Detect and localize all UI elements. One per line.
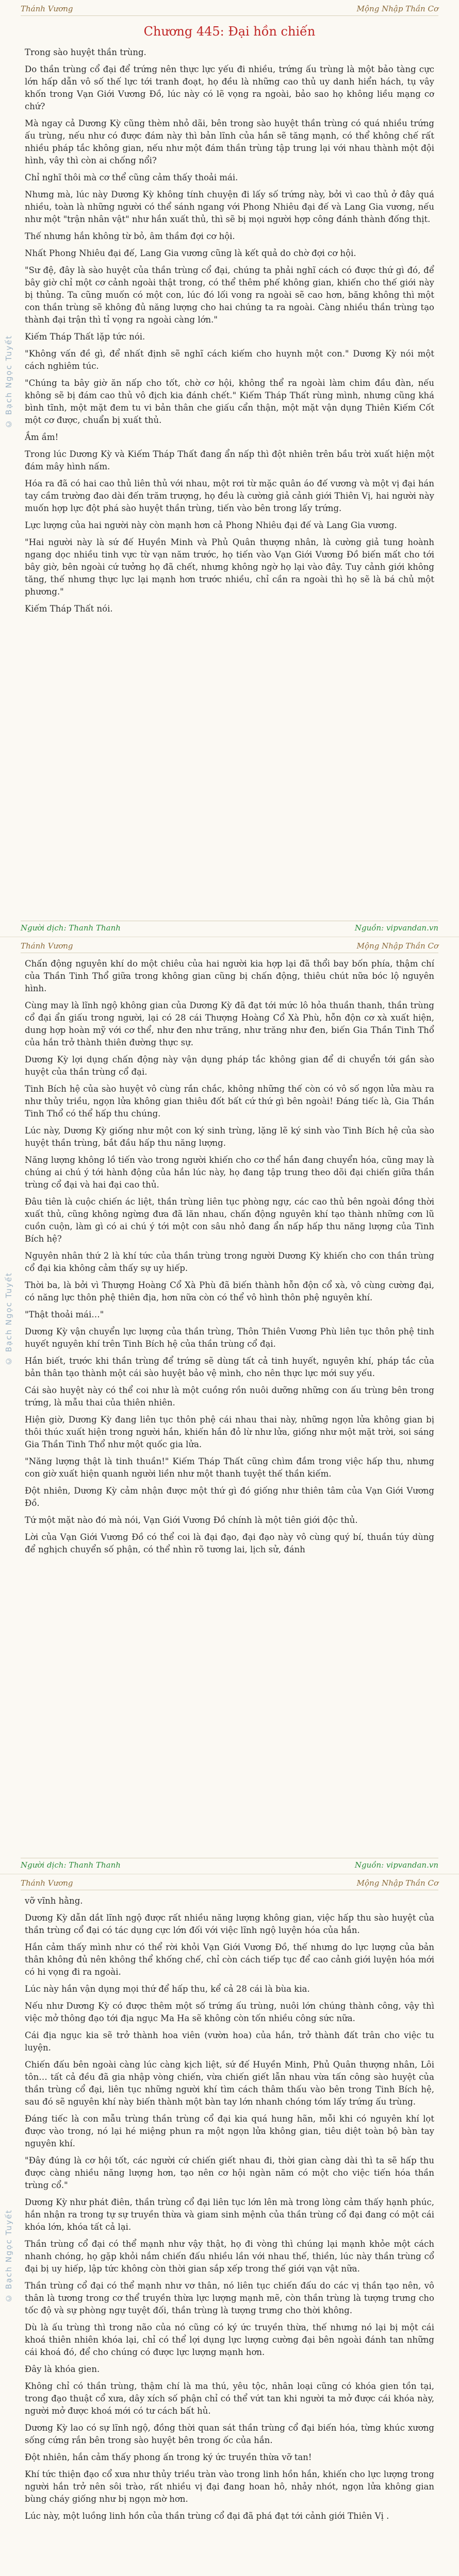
paragraph: Cái sào huyệt này có thể coi như là một cuồng rồn nuôi dưỡng những con ấu trùng bên trong trứng, là mẫu thai của thiên nhiên. bbox=[25, 1385, 434, 1408]
side-copyright-mark: © Bạch Ngọc Tuyết bbox=[4, 335, 13, 429]
paragraph: Nguyên nhân thứ 2 là khí tức của thần trùng trong người Dương Kỳ khiến cho con thần trùng cổ đại kia không cảm thấy sự uy hiếp. bbox=[25, 1251, 434, 1273]
paragraph: Lúc này, một luồng linh hồn của thần trùng cổ đại đã phá đạt tới cảnh giới Thiên Vị . bbox=[25, 2511, 389, 2521]
paragraph: Đáng tiếc là con mẫu trùng thần trùng cổ đại kia quá hung hãn, mỗi khi có nguyên khí lọt được vào trong, nó lại hé miệng phun ra một ngọn lửa không gian, tiêu diệt toàn bộ bàn tay nguyên khí. bbox=[25, 2114, 434, 2148]
paragraph: Dù là ấu trùng thì trong não của nó cũng có ký ức truyền thừa, thế nhưng nó lại bị một cái khoá thiên nhiên khóa lại, chỉ có thể lợi dụng lực lượng cường đại bên ngoài đánh tan những cái khoá đó, để cho chúng có được lực lượng mạnh hơn. bbox=[25, 2323, 434, 2357]
side-copyright-mark: © Bạch Ngọc Tuyết bbox=[4, 2209, 13, 2303]
paragraph: Lực lượng của hai người này còn mạnh hơn cả Phong Nhiêu đại đế và Lang Gia vương. bbox=[25, 520, 397, 530]
page-footer bbox=[21, 921, 438, 934]
paragraph: Cái địa ngục kia sẽ trở thành hoa viên (vườn hoa) của hắn, trở thành đất trân cho việc tu luyện. bbox=[25, 2030, 434, 2053]
paragraph: Thời ba, là bởi vì Thượng Hoàng Cổ Xà Phù đã biến thành hỗn độn cổ xà, vô cùng cường đại, có năng lực thôn phệ thiên địa, hơn nữa còn có thể vô hình thôn phệ nguyên khí. bbox=[25, 1280, 434, 1302]
paragraph: Cùng may là lĩnh ngộ không gian của Dương Kỳ đã đạt tới mức lô hỏa thuần thanh, thần trùng cổ đại ẩn giấu trong người, lại có 28 cái Thượng Hoàng Cổ Xà Phù, hỗn độn cơ xà xuất hiện, dung hợp hoàn mỹ với cơ thể, như đen như trăng, như trăng như đen, biến Gia Thần Tinh Thổ của hắn trở thành thiên đường thực sự. bbox=[25, 1001, 434, 1047]
paragraph: Đột nhiên, hắn cảm thấy phong ấn trong ký ức truyền thừa vỡ tan! bbox=[25, 2452, 312, 2462]
paragraph: Chiến đấu bên ngoài càng lúc càng kịch liệt, sứ đế Huyền Minh, Phủ Quân thượng nhân, Lôi tôn… tất cả đều đã gia nhập vòng chiến, vừa chiến giết lẫn nhau vừa tấn công sào huyệt của thần trùng cổ đại, liên tục những người khí tìm cách thâm thấu vào bên trong Tinh Bích hệ, sau đó sẽ nguyên khí này biến thành một bàn tay lớn nhanh chóng tóm lấy trứng ấu trùng. bbox=[25, 2060, 434, 2107]
paragraph: Kiếm Tháp Thất nói. bbox=[25, 604, 113, 614]
paragraph: Dương Kỳ lợi dụng chấn động này vận dụng pháp tắc không gian để di chuyển tới gần sào huyệt của thần trùng cổ đại. bbox=[25, 1055, 434, 1077]
header-book-title: Thánh Vương bbox=[21, 1878, 73, 1888]
paragraph: Nếu như Dương Kỳ có được thêm một số trứng ấu trùng, nuôi lớn chúng thành công, vậy thì việc mở thông đạo tới địa ngục Ma Ha sẽ không còn tốn nhiều công sức nữa. bbox=[25, 2001, 434, 2023]
paragraph: Khí tức thiện đạo cổ xưa như thủy triều tràn vào trong linh hồn hắn, khiến cho lực lượng trong người hắn trở nên sôi trào, rất nhiều vị đại đang hoan hô, nhảy nhót, ngọn lửa không gian bùng cháy giống như bị ngọn mờ hơn. bbox=[25, 2469, 434, 2504]
paragraph: Kiếm Tháp Thất lặp tức nói. bbox=[25, 332, 145, 342]
paragraph: Tứ một mặt nào đó mà nói, Vạn Giới Vương Đồ chính là một tiên giới độc thủ. bbox=[25, 1515, 358, 1525]
paragraph: Ầm ầm! bbox=[25, 432, 59, 442]
paragraph: Dương Kỳ vận chuyển lực lượng của thần trùng, Thôn Thiên Vương Phù liên tục thôn phệ tinh huyết nguyên khí trên Tinh Bích hệ của thần trùng cổ đại. bbox=[25, 1327, 434, 1349]
paragraph: "Thật thoải mái…" bbox=[25, 1310, 104, 1319]
paragraph: Hắn biết, trước khi thần trùng để trứng sẽ dùng tất cả tinh huyết, nguyên khí, pháp tắc của bản thân tạo thành một cái sào huyệt bảo vệ mình, cho nên thực lực mới suy yếu. bbox=[25, 1356, 434, 1378]
paragraph: "Đây đúng là cơ hội tốt, các người cứ chiến giết nhau đi, thời gian càng dài thì ta sẽ hấp thu được càng nhiều năng lượng hơn, tạo nên cơ hội ngàn năm có một cho việc tiến hóa thần trùng cổ." bbox=[25, 2156, 434, 2190]
paragraph: "Năng lượng thật là tinh thuần!" Kiếm Tháp Thất cũng chìm đắm trong việc hấp thu, nhưng con giờ xuất hiện quanh người liền như một thanh tuyệt thế thần kiếm. bbox=[25, 1456, 434, 1479]
paragraph: vỡ vĩnh hằng. bbox=[25, 1896, 83, 1906]
page-content bbox=[25, 21, 434, 918]
page-content bbox=[25, 958, 434, 1855]
paragraph: Dương Kỳ như phát điên, thần trùng cổ đại liên tục lớn lên mà trong lòng cảm thấy hạnh phúc, hắn nhận ra trong tự sự truyền thừa và giam sinh mệnh của thần trùng cổ đại đang có một cái khóa lớn, khóa tất cả lại. bbox=[25, 2197, 434, 2232]
paragraph: Nhưng mà, lúc này Dương Kỳ không tính chuyện đi lấy số trứng này, bởi vì cao thủ ở đây quá nhiều, toàn là những người có thể sánh ngang với Phong Nhiêu đại đế và Lang Gia vương, nếu như một "trận nhân vật" như hắn xuất thủ, thì sẽ bị mọi người hợp công đánh thành đống thịt. bbox=[25, 190, 434, 224]
paragraph: "Hai người này là sứ đế Huyền Minh và Phủ Quân thượng nhân, là cường giả tung hoành ngang dọc nhiều tinh vực từ vạn năm trước, họ tiến vào Vạn Giới Vương Đồ biến mất cho tới bây giờ, bên ngoài cứ tưởng họ đã chết, nhưng không ngờ họ lại vào đây. Tuy cảnh giới không tăng, thế nhưng thực lực lại mạnh hơn trước nhiều, chỉ cần ra ngoài thì họ sẽ là bá chủ một phương." bbox=[25, 537, 434, 597]
paragraph: Thế nhưng hắn không từ bỏ, âm thầm đợi cơ hội. bbox=[25, 231, 235, 241]
paragraph: Thần trùng cổ đại có thể mạnh như vậy thật, họ đi vòng thì chúng lại mạnh khỏe một cách nhanh chóng, họ gặp khỏi nắm chiến đấu nhiều lần với nhau thế, thiền, lúc này thần trùng cổ đại bị uy hiếp, lập tức không còn thời gian sắp xếp trong thế giới vạn vật nữa. bbox=[25, 2239, 434, 2274]
paragraph: Hóa ra đã có hai cao thủ liên thủ với nhau, một rơi từ mặc quân áo đế vương và một vị đại hán tay cầm trường đao dài đến trăm trượng, họ đều là cường giả cảnh giới Thiên Vị, hai người này muốn hợp lực đột phá sào huyệt thần trùng, tiến vào bên trong lấy trứng. bbox=[25, 479, 434, 513]
paragraph: Dương Kỳ lao có sự lĩnh ngộ, đồng thời quan sát thần trùng cổ đại biến hóa, từng khúc xương sống cứng rắn bên trong sào huyệt bên trong ốc của hắn. bbox=[25, 2423, 434, 2445]
footer-source: Nguồn: vipvandan.vn bbox=[354, 923, 438, 933]
paragraph: Mà ngay cả Dương Kỳ cũng thèm nhỏ dãi, bên trong sào huyệt thần trùng có quá nhiều trứng ấu trùng, nếu như có được đám này thì bản lĩnh của hắn sẽ tăng mạnh, có thể không chế rất nhiều pháp tắc không gian, nếu như một đám thần trùng tập trung lại với nhau thành một đội hình, vây thì còn ai chống nổi? bbox=[25, 118, 434, 165]
paragraph: Đây là khóa gien. bbox=[25, 2364, 100, 2374]
paragraph: "Không vấn đề gì, để nhất định sẽ nghĩ cách kiếm cho huynh một con." Dương Kỳ nói một cách nghiêm túc. bbox=[25, 349, 434, 371]
header-author: Mộng Nhập Thần Cơ bbox=[356, 4, 438, 13]
paragraph: Hắn cảm thấy mình như có thể rời khỏi Vạn Giới Vương Đồ, thế nhưng do lực lượng của bản thân không đủ nên không thể khống chế, chỉ còn cách tiếp tục để cao cảnh giới luyện hóa mới có hi vọng đi ra ngoài. bbox=[25, 1942, 434, 1977]
paragraph: Trong sào huyệt thần trùng. bbox=[25, 47, 146, 57]
paragraph: Chấn động nguyên khí do một chiêu của hai người kia hợp lại đã thổi bay bốn phía, thậm chí của Thần Tinh Thổ giữa trong không gian cũng bị chấn động, thiêu chút nữa bóc lộ nguyên hình. bbox=[25, 959, 434, 993]
paragraph: Chỉ nghĩ thôi mà cơ thể cũng cảm thấy thoải mái. bbox=[25, 173, 238, 182]
header-author: Mộng Nhập Thần Cơ bbox=[356, 1878, 438, 1888]
paragraph: "Sư đệ, đây là sào huyệt của thần trùng cổ đại, chúng ta phải nghĩ cách có được thứ gì đó, để bây giờ chỉ một cơ cảnh ngoài thật trong, có thể thêm phế không gian, khiến cho thế giới này bị thủng. Ta cũng muốn có một con, lúc đó lối vong ra ngoài sẽ cao hơn, băng không thì một con thần trùng sẽ không đủ năng lượng cho hai chúng ta ra ngoài. Càng nhiều thần trùng tạo thành đại trận thì tỉ vọng ra ngoài càng lớn." bbox=[25, 265, 434, 325]
side-copyright-mark: © Bạch Ngọc Tuyết bbox=[4, 1272, 13, 1366]
paragraph: Do thần trùng cổ đại để trứng nên thực lực yếu đi nhiều, trứng ấu trùng là một bảo tàng cực lớn hấp dẫn vô số thế lực tới tranh đoạt, họ đều là những cao thủ uy danh hiển hách, tụ vây khốn trong Vạn Giới Vương Đồ, lúc này có lẽ vọng ra ngoài, bảo sao họ không liều mạng cơ chứ? bbox=[25, 64, 434, 111]
paragraph: Lời của Vạn Giới Vương Đồ có thể coi là đại đạo, đại đạo này vô cùng quý bí, thuần túy dùng để nghịch chuyển số phận, có thể nhìn rõ tương lai, lịch sử, đánh bbox=[25, 1532, 434, 1554]
paragraph: Không chỉ có thần trùng, thậm chí là ma thú, yêu tộc, nhân loại cũng có khóa gien tồn tại, trong đạo thuật cổ xưa, dây xích số phận chỉ có thể vứt tan khi người ta mở được cái khóa này, người mở được khoá mới có tư cách bất hủ. bbox=[25, 2381, 434, 2416]
page-3 bbox=[0, 1874, 459, 2576]
page-2 bbox=[0, 937, 459, 1874]
header-book-title: Thánh Vương bbox=[21, 941, 73, 951]
paragraph: Dương Kỳ dẫn dắt lĩnh ngộ được rất nhiều năng lượng không gian, việc hấp thu sào huyệt của thần trùng cổ đại có tác dụng cực lớn đối với việc lĩnh ngộ luyện hóa của hắn. bbox=[25, 1913, 434, 1935]
page-header bbox=[21, 940, 438, 953]
page-1 bbox=[0, 0, 459, 937]
paragraph: Đâu tiên là cuộc chiến ác liệt, thần trùng liên tục phòng ngự, các cao thủ bên ngoài đồng thời xuất thủ, cũng không ngừng đưa đã lăn nhau, chấn động nguyên khí tạo thành những cơn lũ cuồn cuộn, làm gì có ai chú ý tới một con sâu nhỏ đang ẩn nấp hấp thu năng lượng của Tinh Bích hệ? bbox=[25, 1197, 434, 1244]
footer-source: Nguồn: vipvandan.vn bbox=[354, 1860, 438, 1870]
paragraph: Hiện giờ, Dương Kỳ đang liên tục thôn phệ cái nhau thai này, những ngọn lửa không gian bị thôi thúc xuất hiện trong người hắn, khiến hắn đỏ lừ như lửa, giống như một mặt trời, soi sáng Gia Thần Tinh Thổ như một quốc gia lửa. bbox=[25, 1415, 434, 1449]
page-content bbox=[25, 1895, 434, 2576]
paragraph: Lúc này, Dương Kỳ giống như một con ký sinh trùng, lặng lẽ ký sinh vào Tinh Bích hệ của sào huyệt thần trùng, bắt đầu hấp thu năng lượng. bbox=[25, 1126, 434, 1148]
paragraph: Nhất Phong Nhiêu đại đế, Lang Gia vương cũng là kết quả do chờ đợi cơ hội. bbox=[25, 248, 356, 258]
paragraph: Lúc này hắn vận dụng mọi thứ để hấp thu, kể cả 28 cái là bùa kia. bbox=[25, 1984, 310, 1994]
header-book-title: Thánh Vương bbox=[21, 4, 73, 13]
footer-translator: Người dịch: Thanh Thanh bbox=[21, 1860, 121, 1870]
chapter-title: Chương 445: Đại hồn chiến bbox=[143, 24, 316, 39]
paragraph: Năng lượng không lồ tiến vào trong người khiến cho cơ thể hắn đang chuyển hóa, cũng may là chúng ai chú ý tới hành động của hắn lúc này, họ đang tập trung theo dõi đại chiến giữa thần trùng cổ đại và hai đại cao thủ. bbox=[25, 1155, 434, 1190]
paragraph: Đột nhiên, Dương Kỳ cảm nhận được một thứ gì đó giống như thiên tâm của Vạn Giới Vương Đồ. bbox=[25, 1486, 434, 1508]
paragraph: Tinh Bích hệ của sào huyệt vô cùng rắn chắc, không những thế còn có vô số ngọn lửa màu ra như thủy triều, ngọn lửa không gian thiêu đốt bất cứ thứ gì bên ngoài! Đáng tiếc là, Gia Thần Tinh Thổ có thể hấp thu chúng. bbox=[25, 1084, 434, 1118]
paragraph: "Chúng ta bây giờ ăn nấp cho tốt, chờ cơ hội, không thể ra ngoài làm chim đầu đàn, nếu không sẽ bị đám cao thủ vô địch kia đánh chết." Kiếm Tháp Thất rùng mình, nhưng cũng khá bình tĩnh, một mặt đem tu vi bản thân che giấu cẩn thận, một mặt vận dụng Thiên Kiếm Cốt một cơ được, chuẩn bị xuất thủ. bbox=[25, 378, 434, 425]
header-author: Mộng Nhập Thần Cơ bbox=[356, 941, 438, 951]
paragraph: Thần trùng cổ đại có thể mạnh như vơ thân, nó liên tục chiến đấu do các vị thần tạo nên, vô thân là tương trong cơ thể truyền thừa lực lượng mạnh mẽ, còn thần trùng là tượng trưng cho tốc độ và sự phòng ngự tuyệt đối, thần trùng là tượng trưng cho thời không. bbox=[25, 2281, 434, 2315]
footer-translator: Người dịch: Thanh Thanh bbox=[21, 923, 121, 933]
paragraph: Trong lúc Dương Kỳ và Kiếm Tháp Thất đang ẩn nấp thì đột nhiên trên bầu trời xuất hiện một đám mây hình nấm. bbox=[25, 449, 434, 471]
page-header bbox=[21, 3, 438, 16]
page-footer bbox=[21, 1858, 438, 1871]
page-header bbox=[21, 1877, 438, 1890]
